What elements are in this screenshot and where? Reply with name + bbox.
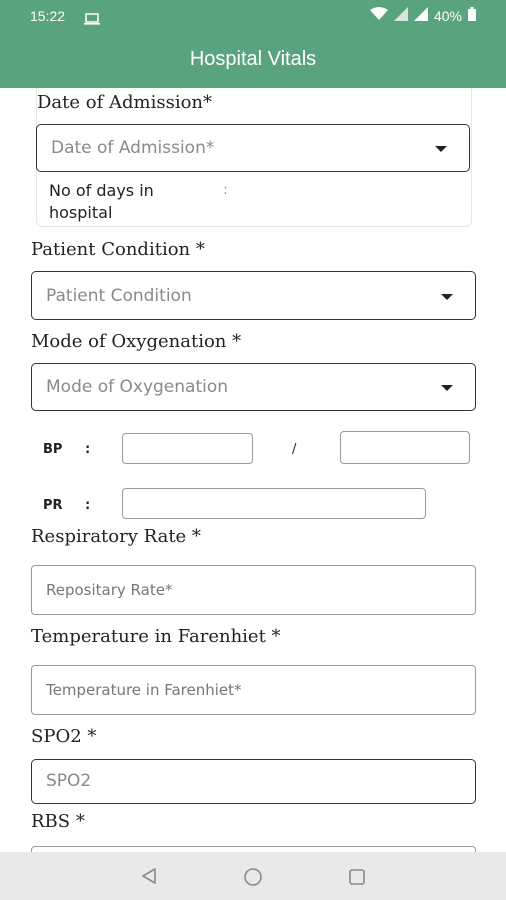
app-bar [0,32,506,88]
oxygenation-placeholder: Mode of Oxygenation [46,377,229,397]
spo2-label: SPO2 * [31,726,97,747]
bp-diastolic-input[interactable] [340,431,470,464]
bp-label: BP [43,442,63,457]
chevron-down-icon [441,294,453,300]
days-separator: : [223,182,228,198]
admission-date-placeholder: Date of Admission* [51,138,215,158]
wifi-icon [370,7,388,24]
page-title: Hospital Vitals [189,48,317,70]
laptop-icon [84,10,100,29]
oxygenation-label: Mode of Oxygenation * [31,331,242,352]
temperature-input[interactable] [31,665,476,715]
spo2-input[interactable] [31,759,476,804]
pr-input[interactable] [122,488,426,519]
battery-label: 40% [433,7,462,24]
bp-slash: / [292,442,297,457]
nav-back-icon[interactable] [140,867,158,889]
nav-recents-icon[interactable] [348,868,366,890]
pr-label: PR [43,498,63,513]
status-time: 15:22 [30,8,66,24]
temperature-label: Temperature in Farenhiet * [31,626,281,647]
oxygenation-select[interactable] [31,363,476,411]
patient-condition-label: Patient Condition * [31,239,205,260]
battery-icon [468,7,476,24]
status-right [370,7,476,24]
respiratory-input[interactable] [31,565,476,615]
rbs-label: RBS * [31,811,85,832]
temperature-placeholder: Temperature in Farenhiet* [46,681,242,699]
patient-condition-placeholder: Patient Condition [46,286,192,306]
chevron-down-icon [435,146,447,152]
signal-icon-2 [414,7,428,24]
navigation-bar [0,852,506,900]
admission-label: Date of Admission* [37,92,212,113]
bp-separator: : [85,442,91,457]
admission-date-select[interactable] [36,124,470,172]
pr-separator: : [85,498,91,513]
chevron-down-icon [441,385,453,391]
respiratory-label: Respiratory Rate * [31,526,201,547]
nav-home-icon[interactable] [243,867,263,891]
signal-icon [394,7,408,24]
status-bar [0,0,506,32]
respiratory-placeholder: Repositary Rate* [46,581,173,599]
bp-systolic-input[interactable] [122,433,253,464]
days-in-hospital-label: No of days in hospital [49,181,154,222]
patient-condition-select[interactable] [31,271,476,320]
spo2-placeholder: SPO2 [46,771,92,791]
